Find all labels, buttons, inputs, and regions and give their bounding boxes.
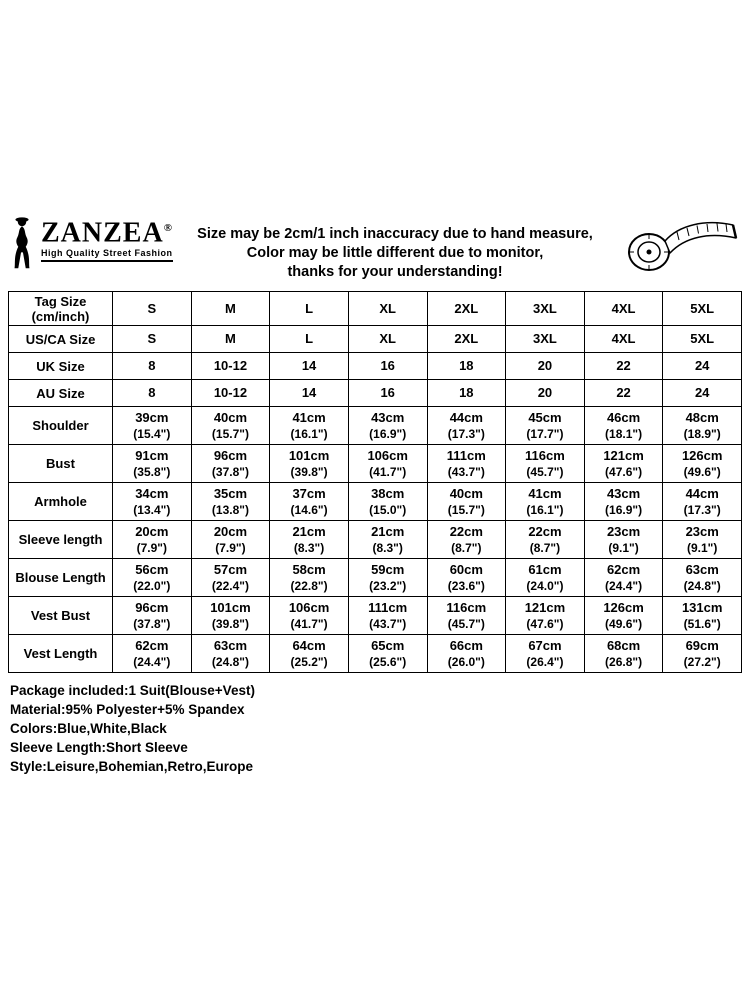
size-cell: 20cm (7.9") <box>113 521 192 559</box>
size-cell: 101cm (39.8") <box>270 445 349 483</box>
detail-line: Colors:Blue,White,Black <box>10 721 167 736</box>
size-cell: 131cm (51.6") <box>663 597 742 635</box>
table-row <box>9 635 742 673</box>
row-label: UK Size <box>9 353 113 380</box>
size-cell: 40cm (15.7") <box>427 483 506 521</box>
table-row <box>9 445 742 483</box>
size-cell: 39cm (15.4") <box>113 407 192 445</box>
size-cell: 44cm (17.3") <box>663 483 742 521</box>
size-cell: M <box>191 326 270 353</box>
size-cell: 59cm (23.2") <box>348 559 427 597</box>
size-cell: 62cm (24.4") <box>584 559 663 597</box>
size-cell: S <box>113 292 192 326</box>
size-cell: 69cm (27.2") <box>663 635 742 673</box>
size-cell: 14 <box>270 353 349 380</box>
table-row <box>9 407 742 445</box>
header <box>0 213 750 289</box>
size-cell: S <box>113 326 192 353</box>
detail-line: Sleeve Length:Short Sleeve <box>10 740 188 755</box>
brand-text-block <box>41 213 173 262</box>
size-cell: 56cm (22.0") <box>113 559 192 597</box>
brand-tagline: High Quality Street Fashion <box>41 248 173 262</box>
size-cell: 18 <box>427 380 506 407</box>
size-cell: 91cm (35.8") <box>113 445 192 483</box>
table-row <box>9 521 742 559</box>
size-cell: 14 <box>270 380 349 407</box>
size-cell: 44cm (17.3") <box>427 407 506 445</box>
size-cell: 65cm (25.6") <box>348 635 427 673</box>
size-cell: 106cm (41.7") <box>270 597 349 635</box>
size-cell: 111cm (43.7") <box>427 445 506 483</box>
size-cell: 121cm (47.6") <box>506 597 585 635</box>
size-table <box>8 291 742 673</box>
size-cell: 96cm (37.8") <box>191 445 270 483</box>
size-cell: 40cm (15.7") <box>191 407 270 445</box>
row-label: Shoulder <box>9 407 113 445</box>
notice-line: Color may be little different due to monitor, <box>246 245 544 261</box>
product-details <box>10 681 750 776</box>
size-cell: 5XL <box>663 326 742 353</box>
size-cell: 116cm (45.7") <box>427 597 506 635</box>
size-cell: 22cm (8.7") <box>427 521 506 559</box>
table-row <box>9 353 742 380</box>
size-cell: 61cm (24.0") <box>506 559 585 597</box>
size-cell: 46cm (18.1") <box>584 407 663 445</box>
size-cell: 3XL <box>506 292 585 326</box>
row-label: Vest Bust <box>9 597 113 635</box>
size-cell: 68cm (26.8") <box>584 635 663 673</box>
size-cell: XL <box>348 292 427 326</box>
size-cell: 20cm (7.9") <box>191 521 270 559</box>
size-cell: 2XL <box>427 292 506 326</box>
size-cell: M <box>191 292 270 326</box>
table-row <box>9 292 742 326</box>
size-cell: 8 <box>113 380 192 407</box>
size-cell: 22 <box>584 380 663 407</box>
size-cell: 41cm (16.1") <box>270 407 349 445</box>
size-cell: 63cm (24.8") <box>663 559 742 597</box>
size-cell: 34cm (13.4") <box>113 483 192 521</box>
row-label: AU Size <box>9 380 113 407</box>
size-cell: L <box>270 326 349 353</box>
size-cell: 3XL <box>506 326 585 353</box>
size-cell: 126cm (49.6") <box>584 597 663 635</box>
brand-logo <box>8 213 180 272</box>
detail-line: Package included:1 Suit(Blouse+Vest) <box>10 683 255 698</box>
size-cell: 48cm (18.9") <box>663 407 742 445</box>
size-cell: 16 <box>348 353 427 380</box>
table-row <box>9 326 742 353</box>
size-cell: 58cm (22.8") <box>270 559 349 597</box>
table-row <box>9 380 742 407</box>
row-label: Armhole <box>9 483 113 521</box>
size-cell: 20 <box>506 353 585 380</box>
detail-line: Style:Leisure,Bohemian,Retro,Europe <box>10 759 254 774</box>
size-cell: 21cm (8.3") <box>270 521 349 559</box>
size-cell: 60cm (23.6") <box>427 559 506 597</box>
row-label: Blouse Length <box>9 559 113 597</box>
size-cell: 8 <box>113 353 192 380</box>
size-cell: 35cm (13.8") <box>191 483 270 521</box>
size-cell: 22 <box>584 353 663 380</box>
size-cell: 63cm (24.8") <box>191 635 270 673</box>
table-row <box>9 597 742 635</box>
size-cell: 67cm (26.4") <box>506 635 585 673</box>
size-cell: 10-12 <box>191 353 270 380</box>
size-cell: 24 <box>663 353 742 380</box>
size-cell: L <box>270 292 349 326</box>
size-cell: 45cm (17.7") <box>506 407 585 445</box>
size-cell: 23cm (9.1") <box>663 521 742 559</box>
size-cell: 57cm (22.4") <box>191 559 270 597</box>
size-cell: 20 <box>506 380 585 407</box>
notice-line: Size may be 2cm/1 inch inaccuracy due to hand measure, <box>197 226 593 242</box>
row-label: Sleeve length <box>9 521 113 559</box>
brand-name-text: ZANZEA <box>41 217 164 249</box>
size-cell: 41cm (16.1") <box>506 483 585 521</box>
woman-silhouette-icon <box>8 214 36 272</box>
row-label: Tag Size (cm/inch) <box>9 292 113 326</box>
table-row <box>9 559 742 597</box>
size-cell: 43cm (16.9") <box>584 483 663 521</box>
size-cell: 22cm (8.7") <box>506 521 585 559</box>
notice-line: thanks for your understanding! <box>287 264 503 280</box>
size-cell: 106cm (41.7") <box>348 445 427 483</box>
size-cell: 2XL <box>427 326 506 353</box>
row-label: Bust <box>9 445 113 483</box>
size-cell: 37cm (14.6") <box>270 483 349 521</box>
size-cell: 101cm (39.8") <box>191 597 270 635</box>
size-cell: 23cm (9.1") <box>584 521 663 559</box>
size-cell: 10-12 <box>191 380 270 407</box>
size-cell: 66cm (26.0") <box>427 635 506 673</box>
detail-line: Material:95% Polyester+5% Spandex <box>10 702 245 717</box>
size-cell: 96cm (37.8") <box>113 597 192 635</box>
brand-name <box>41 213 173 248</box>
size-cell: 121cm (47.6") <box>584 445 663 483</box>
size-cell: 43cm (16.9") <box>348 407 427 445</box>
size-cell: 4XL <box>584 292 663 326</box>
row-label: Vest Length <box>9 635 113 673</box>
tape-measure-icon <box>617 215 742 273</box>
size-cell: 21cm (8.3") <box>348 521 427 559</box>
size-cell: 64cm (25.2") <box>270 635 349 673</box>
size-cell: 24 <box>663 380 742 407</box>
size-cell: 5XL <box>663 292 742 326</box>
size-cell: 116cm (45.7") <box>506 445 585 483</box>
size-cell: 62cm (24.4") <box>113 635 192 673</box>
size-cell: 18 <box>427 353 506 380</box>
size-cell: XL <box>348 326 427 353</box>
row-label: US/CA Size <box>9 326 113 353</box>
notice-text <box>180 225 610 282</box>
size-cell: 16 <box>348 380 427 407</box>
size-cell: 126cm (49.6") <box>663 445 742 483</box>
registered-mark: ® <box>163 222 172 234</box>
size-cell: 4XL <box>584 326 663 353</box>
size-cell: 38cm (15.0") <box>348 483 427 521</box>
size-cell: 111cm (43.7") <box>348 597 427 635</box>
table-row <box>9 483 742 521</box>
size-table-body <box>9 292 742 673</box>
